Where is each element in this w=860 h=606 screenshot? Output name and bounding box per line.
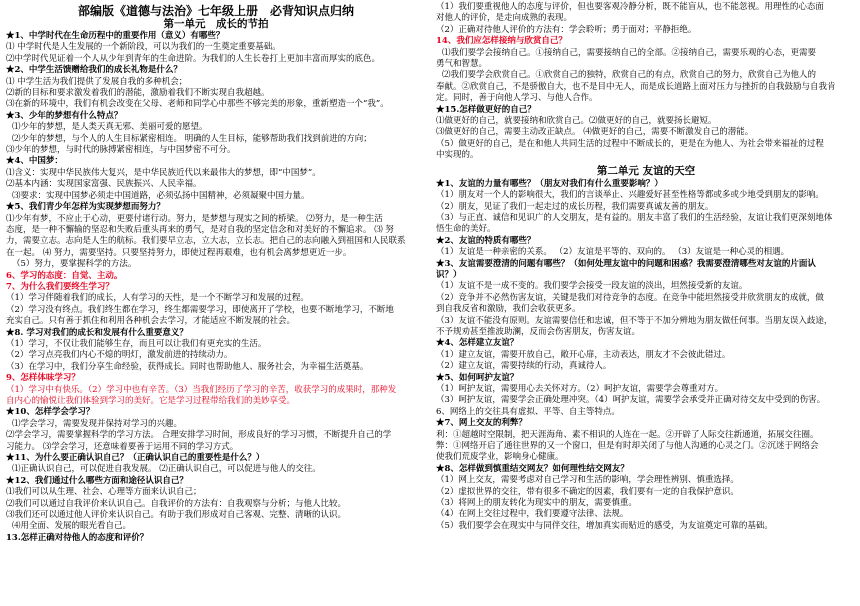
text-line: 6、网络上的交往具有虚拟、平等、自主等特点。 bbox=[436, 406, 620, 417]
text-line: 态度，是一种不懈输的坚忍和失败后重头再来的勇气，是对自我的坚定信念和对美好的不懈追求。 ⑶ 努 bbox=[6, 224, 394, 235]
text-line: ⑵学会学习，需要掌握科学的学习方法。 合理安排学习时间，形成良好的学习习惯，不断提升自己的学 bbox=[6, 430, 392, 441]
text-line: （1）网上交友，需要考虑对自己学习和生活的影响，学会理性辨别、慎重选择。 bbox=[436, 475, 739, 486]
left-column bbox=[6, 2, 426, 544]
question-heading: 14、我们应怎样接纳与欣赏自己？ bbox=[436, 36, 567, 47]
question-heading: 6、学习的态度：自觉、主动。 bbox=[6, 270, 123, 281]
text-line: 习能力。 ⑶学会学习，还意味着要善于运用不同的学习方式。 bbox=[6, 441, 239, 452]
question-heading: ★12、我们通过什么哪些方面和途径认识自己？ bbox=[6, 475, 188, 486]
text-line: （3）与正直、诚信和见识广的人交朋友，是有益的。朋友丰富了我们的生活经验，友谊让我们更深刻地体 bbox=[436, 212, 833, 223]
question-heading: ★10、怎样学会学习？ bbox=[6, 407, 95, 418]
text-line: （1）呵护友谊，需要用心去关怀对方。（2）呵护友谊，需要学会尊重对方。 bbox=[436, 384, 724, 394]
question-heading: ★7、网上交友的利弊？ bbox=[436, 418, 527, 429]
question-heading: ★5、我们青少年怎样为实现梦想而努力？ bbox=[6, 202, 165, 213]
text-line: ⑵我们要学会欣赏自己。①欣赏自己的独特，欣赏自己的有点，欣赏自己的努力，欣赏自己为他人的 bbox=[442, 70, 817, 81]
text-line: （5）我们要学会在现实中与同伴交往，增加真实而贴近的感受，为友谊奠定可靠的基础。 bbox=[436, 520, 773, 531]
text-line: ⑴ 中学生活为我们提供了发展自我的多种机会； bbox=[6, 76, 188, 87]
text-line: ⑴我们要学会接纳自己。①接纳自己，需要接纳自己的全部。②接纳自己，需要乐观的心态，更需要 bbox=[442, 47, 817, 58]
text-line: ⑴学会学习，需要发现并保持对学习的兴趣。 bbox=[12, 418, 183, 429]
text-line: （3）将网上的朋友转化为现实中的朋友，需要慎重。 bbox=[436, 498, 637, 509]
text-line: ⑷用全面、发展的眼光看自己。 bbox=[12, 521, 132, 532]
text-line: ⑶做更好的自己，需要主动改正缺点。 ⑷做更好的自己，需要不断激发自己的潜能。 bbox=[436, 127, 754, 138]
question-heading: ★3、少年的梦想有什么特点？ bbox=[6, 110, 123, 121]
question-heading: ★4、怎样建立友谊？ bbox=[436, 338, 519, 349]
text-line: ⑶在新的环境中，我们有机会改变在父母、老师和同学心中那些不够完美的形象，重新塑造一个“我”。 bbox=[6, 99, 389, 110]
text-line: （2）正确对待他人评价的方法有：学会聆听；勇于面对；平静拒绝。 bbox=[436, 24, 697, 35]
text-line: （2）建立友谊，需要持续的行动，真诚待人。 bbox=[436, 361, 612, 372]
question-heading: ★5、如何呵护友谊？ bbox=[436, 372, 519, 383]
question-heading: 13.怎样正确对待他人的态度和评价？ bbox=[6, 532, 149, 543]
question-heading: ★3、友谊需要澄清的问题有哪些？（如何处理友谊中的问题和困惑？我需要澄清哪些对友谊的片面认 bbox=[436, 258, 816, 269]
text-line: （1）朋友对一个人的影响很大，我们的言谈举止、兴趣爱好甚至性格等都或多或少地受到朋友的影响。 bbox=[436, 190, 824, 201]
text-line: （1）学习，不仅让我们能够生存，而且可以让我们有更充实的生活。 bbox=[6, 338, 267, 349]
right-column bbox=[436, 2, 856, 532]
text-line: 悟生命的美好。 bbox=[436, 224, 496, 235]
document-title: 部编版《道德与法治》七年级上册 必背知识点归纳 bbox=[77, 4, 354, 18]
text-line: 利：①超越时空限制，把天涯海角、素不相识的人连在一起。②开辟了人际交往新通道，拓展交往圈。 bbox=[436, 429, 819, 440]
text-line: 到自我反省和激励，我们会收获更多。 bbox=[436, 304, 581, 315]
text-line: （3）在学习中，我们分享生命经验，获得成长。同时也帮助他人、服务社会，为幸福生活奠基。 bbox=[6, 361, 369, 372]
question-heading: ★4、中国梦： bbox=[6, 156, 63, 167]
unit-2-title: 第二单元 友谊的天空 bbox=[596, 164, 696, 177]
question-heading: ★15.怎样做更好的自己？ bbox=[436, 104, 536, 115]
text-line: ⑴做更好的自己，就要接纳和欣赏自己。⑵做更好的自己，就要扬长避短。 bbox=[436, 116, 717, 127]
text-line: 对他人的评价，是走向成熟的表现。 bbox=[436, 13, 573, 24]
text-line: ⑶我们还可以通过他人评价来认识自己。有助于我们形成对自己客观、完整、清晰的认识。 bbox=[6, 510, 347, 521]
text-line: （3）友谊不能没有原则。友谊需要信任和忠诚，但不等于不加分辨地为朋友做任何事。当朋友误入歧途， bbox=[436, 315, 833, 326]
text-line: 自内心的愉悦让我们体验到学习的美好。它是学习过程带给我们的美妙享受。 bbox=[6, 396, 296, 406]
text-line: 力，需要立志。志向是人生的航标。我们要早立志，立大志，立长志。把自己的志向融入到祖国和人民联系 bbox=[6, 236, 406, 247]
question-heading: ★11、为什么要正确认识自己？（正确认识自己的重要性是什么？） bbox=[6, 453, 265, 464]
text-line: ⑵基本内涵：实现国家富强、民族振兴、人民幸福。 bbox=[6, 179, 202, 190]
text-line: 在一起。 ⑷ 努力，需要坚持。只要坚持努力，即使过程再艰难，也有机会离梦想更近一步。 bbox=[6, 247, 352, 258]
left-column-body bbox=[6, 31, 426, 544]
text-line: ⑴我们可以从生理、社会、心理等方面来认识自己； bbox=[6, 487, 202, 498]
text-line: 中实现的。 bbox=[436, 150, 479, 161]
text-line: （4）在网上交往过程中，我们要遵守法律、法规。 bbox=[436, 509, 629, 520]
text-line: 使我们荒废学业，影响身心健康。 bbox=[436, 452, 564, 463]
text-line: ⑴含义：实现中华民族伟大复兴，是中华民族近代以来最伟大的梦想，即“中国梦”。 bbox=[6, 167, 321, 178]
text-line: （5）努力，要掌握科学的方法。 bbox=[12, 259, 137, 270]
text-line: （2）竞争并不必然伤害友谊，关键是我们对待竞争的态度。在竞争中能坦然接受并欣赏朋友的成就，做 bbox=[436, 292, 824, 303]
text-line: 勇气和智慧。 bbox=[436, 59, 488, 70]
text-line: ⑴少年的梦想，是人类天真无邪、美丽可爱的愿望。 bbox=[12, 122, 208, 133]
text-line: （2）学习点亮我们内心不熄的明灯，激发前进的持续动力。 bbox=[6, 350, 233, 361]
text-line: （1）学习中有快乐。（2）学习中也有辛苦。（3）当我们经历了学习的辛苦，收获学习的成果时，那种发 bbox=[6, 384, 397, 395]
question-heading: ★8、怎样做到慎重结交网友？如何理性结交网友？ bbox=[436, 463, 629, 474]
text-line: ⑴少年有梦，不应止于心动，更要付诸行动。努力，是梦想与现实之间的桥梁。 ⑵努力，是一种生活 bbox=[6, 213, 383, 224]
text-line: 定。同时，善于向他人学习、与他人合作。 bbox=[436, 93, 598, 104]
question-heading: 识？） bbox=[436, 269, 462, 280]
text-line: （1）建立友谊，需要开放自己，敞开心扉，主动表达，朋友才不会彼此错过。 bbox=[436, 349, 731, 360]
question-heading: ★2、友谊的特质有哪些？ bbox=[436, 235, 536, 246]
text-line: ⑵中学时代见证着一个人从少年到青年的生命进阶。为我们的人生长卷打上更加丰富而厚实的底色。 bbox=[6, 53, 381, 64]
question-heading: 9、怎样体味学习？ bbox=[6, 373, 80, 384]
text-line: （1）学习伴随着我们的成长，人有学习的天性，是一个不断学习和发展的过程。 bbox=[6, 293, 309, 304]
text-line: （1）友谊是一种亲密的关系。 （2）友谊是平等的、双向的。 （3）友谊是一种心灵的相遇。 bbox=[436, 247, 790, 258]
text-line: ⑴正确认识自己，可以促进自我发展。 ⑵正确认识自己，可以促进与他人的交往。 bbox=[12, 464, 321, 475]
unit-1-title: 第一单元 成长的节拍 bbox=[163, 18, 269, 30]
text-line: （5）做更好的自己，是在和他人共同生活的过程中不断成长的，更是在为他人、为社会带来福祉的过程 bbox=[436, 138, 824, 149]
right-column-body bbox=[436, 2, 856, 532]
question-heading: ★2、中学生活馈赠给我们的成长礼物是什么？ bbox=[6, 65, 182, 76]
text-line: 不予规劝甚至推波助澜，反而会伤害朋友，伤害友谊。 bbox=[436, 326, 641, 337]
question-heading: 7、为什么我们要终生学习？ bbox=[6, 281, 114, 292]
text-line: （2）虚拟世界的交往，带有很多不确定的因素，我们要有一定的自我保护意识。 bbox=[436, 486, 739, 497]
question-heading: ★8. 学习对我们的成长和发展有什么重要意义？ bbox=[6, 327, 188, 338]
text-line: （2）朋友，见证了我们一起走过的成长历程，我们需要真诚友善的朋友。 bbox=[436, 201, 714, 212]
text-line: （1）我们要重视他人的态度与评价，但也要客观冷静分析，既不能盲从，也不能忽视。用理性的心态面 bbox=[436, 2, 824, 12]
text-line: 充实自己。只有善于抓住和利用各种机会去学习，才能适应不断发展的社会。 bbox=[6, 316, 296, 327]
text-line: （3）呵护友谊，需要学会正确处理冲突。（4）呵护友谊，需要学会承受并正确对待交友中受到的伤害。 bbox=[436, 395, 826, 406]
text-line: 奉献。②欣赏自己，不是骄傲自大，也不是目中无人，而是成长道路上面对压力与挫折的自我鼓励与自我肯 bbox=[436, 81, 836, 92]
text-line: （1）友谊不是一成不变的。我们要学会接受一段友谊的淡出，坦然接受新的友谊。 bbox=[436, 281, 748, 292]
text-line: 弊：①网络开启了通往世界的又一个窗口，但是有时却关闭了与他人沟通的心灵之门。②沉迷于网络会 bbox=[436, 441, 819, 452]
text-line: （2）学习没有终点。我们终生都在学习，终生都需要学习，即使离开了学校，也要不断地学习，不断地 bbox=[6, 304, 394, 315]
question-heading: ★1、友谊的力量有哪些？（朋友对我们有什么重要影响？） bbox=[436, 178, 663, 189]
question-heading: ★1、中学时代在生命历程中的重要作用（意义）有哪些？ bbox=[6, 31, 225, 41]
text-line: ⑵少年的梦想，与个人的人生目标紧密相连。 明确的人生目标，能够帮助我们找到前进的方向； bbox=[12, 133, 372, 144]
text-line: ⑵我们可以通过自我评价来认识自己。自我评价的方法有：自我观察与分析；与他人比较。 bbox=[6, 498, 347, 509]
text-line: ⑴ 中学时代是人生发展的一个新阶段，可以为我们的一生奠定重要基础。 bbox=[6, 42, 281, 53]
text-line: ⑵新的目标和要求激发着我们的潜能，激励着我们不断实现自我超越。 bbox=[6, 88, 270, 99]
text-line: ⑶要求：实现中国梦必须走中国道路，必须弘扬中国精神，必须凝聚中国力量。 bbox=[12, 190, 310, 201]
text-line: ⑶少年的梦想，与时代的脉搏紧密相连，与中国梦密不可分。 bbox=[6, 145, 236, 156]
